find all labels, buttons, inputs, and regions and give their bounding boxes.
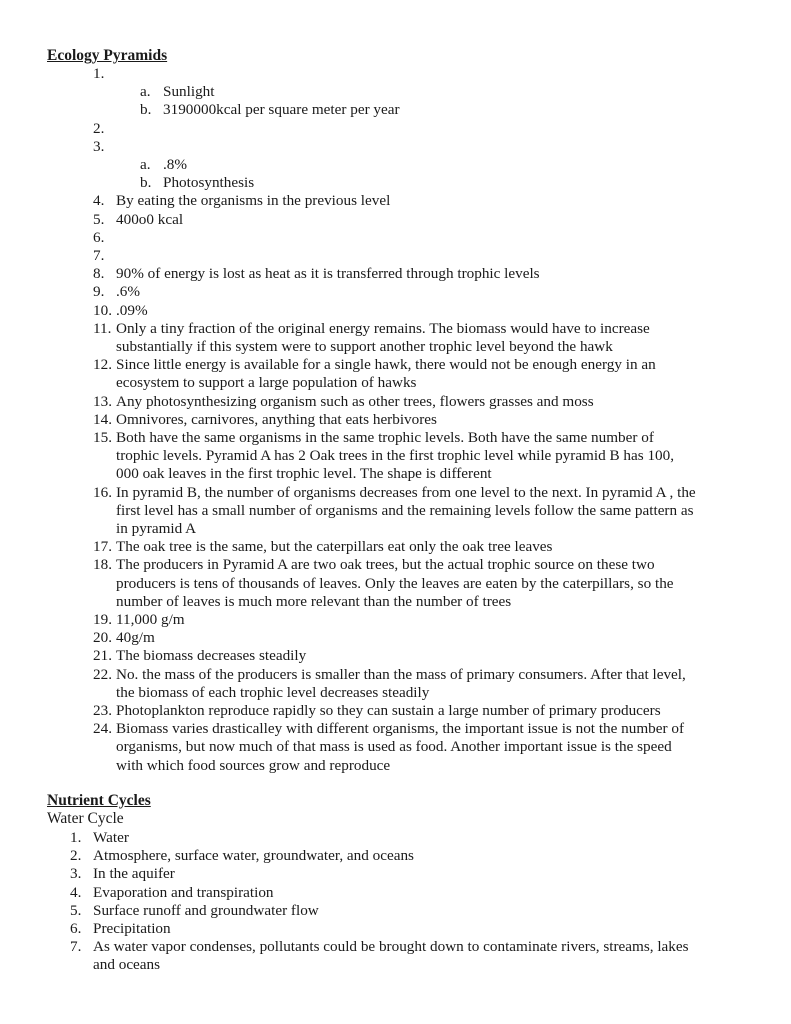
item-text xyxy=(93,847,414,865)
item-text-line: Since little energy is available for a single hawk, there would not be enough energy in an xyxy=(116,356,656,374)
item-text-line: ecosystem to support a large population of hawks xyxy=(116,374,417,392)
item-text-line: Photoplankton reproduce rapidly so they can sustain a large number of primary producers xyxy=(116,702,661,719)
item-text-line: 000 oak leaves in the first trophic level. The shape is different xyxy=(116,465,492,483)
item-text-line: Precipitation xyxy=(93,920,171,937)
item-text xyxy=(116,283,140,301)
item-text xyxy=(116,302,148,320)
nutrient-cycles-heading: Nutrient Cycles xyxy=(47,792,151,809)
item-number: 8. xyxy=(93,265,105,283)
item-number: 2. xyxy=(70,847,82,865)
item-text-line: 90% of energy is lost as heat as it is transferred through trophic levels xyxy=(116,265,540,283)
item-text xyxy=(116,538,552,556)
item-text-line: The oak tree is the same, but the caterpillars eat only the oak tree leaves xyxy=(116,538,553,556)
item-text-line: number of leaves is much more relevant than the number of trees xyxy=(116,592,512,610)
item-text-line: Evaporation and transpiration xyxy=(93,883,274,901)
item-number: 2. xyxy=(93,119,105,137)
item-text-line: first level has a small number of organisms and the remaining levels follow the same pattern as xyxy=(116,501,694,519)
item-text xyxy=(116,720,684,775)
item-text xyxy=(116,265,540,283)
item-number: 24. xyxy=(93,720,112,738)
item-number: 6. xyxy=(93,228,105,246)
item-text xyxy=(116,429,674,484)
item-text-line: organisms, but now much of that mass is used as food. Another important issue is the speed xyxy=(116,738,672,756)
item-text-line: No. the mass of the producers is smaller than the mass of primary consumers. After that level, xyxy=(116,665,686,683)
item-text xyxy=(116,556,674,611)
item-text-line: 400o0 kcal xyxy=(116,210,184,228)
item-text xyxy=(163,101,400,119)
item-text xyxy=(93,938,689,974)
item-number: 6. xyxy=(70,920,82,937)
item-text xyxy=(163,174,254,192)
item-text xyxy=(116,666,686,702)
item-text xyxy=(116,702,661,720)
item-text-line: As water vapor condenses, pollutants could be brought down to contaminate rivers, streams, lakes xyxy=(93,938,689,956)
item-text-line: In pyramid B, the number of organisms decreases from one level to the next. In pyramid A , the xyxy=(116,483,696,501)
item-number: 13. xyxy=(93,392,112,410)
item-text xyxy=(163,156,187,174)
item-text-line: Omnivores, carnivores, anything that eats herbivores xyxy=(116,410,437,428)
item-number: 3. xyxy=(93,137,105,155)
item-number: 14. xyxy=(93,410,112,428)
item-text xyxy=(116,211,183,229)
item-number: 9. xyxy=(93,283,105,301)
item-text-line: 3190000kcal per square meter per year xyxy=(163,101,400,119)
item-number: a. xyxy=(140,83,151,101)
item-text xyxy=(93,865,175,883)
item-text xyxy=(93,884,274,902)
item-number: b. xyxy=(140,174,152,192)
item-text xyxy=(116,484,696,539)
item-text-line: Biomass varies drasticalley with different organisms, the important issue is not the number of xyxy=(116,720,685,738)
item-text xyxy=(93,920,171,938)
item-number: 18. xyxy=(93,556,112,574)
water-cycle-subheading: Water Cycle xyxy=(47,810,124,827)
item-text-line: producers is tens of thousands of leaves. Only the leaves are eaten by the caterpillars, so the xyxy=(116,574,674,592)
item-number: 4. xyxy=(93,192,105,210)
item-text xyxy=(163,83,214,101)
item-text-line: Sunlight xyxy=(163,83,215,101)
item-number: 1. xyxy=(70,829,82,846)
item-number: 20. xyxy=(93,629,112,647)
ecology-pyramids-heading: Ecology Pyramids xyxy=(47,47,168,64)
item-number: 3. xyxy=(70,865,82,883)
item-number: 7. xyxy=(70,938,82,956)
item-text xyxy=(116,629,155,647)
item-text xyxy=(116,611,185,629)
item-text-line: .6% xyxy=(116,283,141,301)
item-text-line: and oceans xyxy=(93,956,161,974)
item-number: 4. xyxy=(70,883,82,901)
item-number: 22. xyxy=(93,665,112,683)
item-text xyxy=(116,647,306,665)
item-text xyxy=(116,393,594,411)
item-text-line: substantially if this system were to support another trophic level beyond the hawk xyxy=(116,338,613,355)
item-text-line: in pyramid A xyxy=(116,520,197,537)
item-text xyxy=(93,829,129,847)
item-text-line: Any photosynthesizing organism such as other trees, flowers grasses and moss xyxy=(116,392,594,410)
item-text-line: Water xyxy=(93,829,129,846)
item-number: a. xyxy=(140,156,151,173)
item-number: 10. xyxy=(93,301,112,319)
item-text-line: Surface runoff and groundwater flow xyxy=(93,901,319,919)
item-text-line: with which food sources grow and reproduce xyxy=(116,756,391,774)
item-number: 23. xyxy=(93,702,112,719)
item-text-line: Both have the same organisms in the same trophic levels. Both have the same number of xyxy=(116,429,654,446)
item-number: 12. xyxy=(93,356,112,374)
item-text-line: .09% xyxy=(116,301,148,319)
item-number: 15. xyxy=(93,429,112,446)
item-text-line: By eating the organisms in the previous level xyxy=(116,192,391,210)
item-text xyxy=(93,902,319,920)
item-number: 1. xyxy=(93,65,105,82)
item-number: 5. xyxy=(93,210,105,228)
item-number: 19. xyxy=(93,611,112,628)
item-text-line: Photosynthesis xyxy=(163,174,255,192)
item-text xyxy=(116,320,650,356)
item-text-line: The biomass decreases steadily xyxy=(116,647,307,665)
item-number: 16. xyxy=(93,483,112,501)
item-text xyxy=(116,411,437,429)
item-number: 17. xyxy=(93,538,112,556)
item-text-line: Atmosphere, surface water, groundwater, and oceans xyxy=(93,847,414,865)
item-text-line: .8% xyxy=(163,156,188,173)
item-number: b. xyxy=(140,101,152,119)
item-text-line: the biomass of each trophic level decreases steadily xyxy=(116,683,430,701)
item-text-line: In the aquifer xyxy=(93,865,175,883)
item-text-line: 40g/m xyxy=(116,629,155,647)
item-text-line: The producers in Pyramid A are two oak trees, but the actual trophic source on these two xyxy=(116,556,655,574)
item-text-line: trophic levels. Pyramid A has 2 Oak trees in the first trophic level while pyramid B has 100, xyxy=(116,447,675,465)
item-number: 11. xyxy=(93,319,112,337)
item-text xyxy=(116,192,390,210)
item-text-line: 11,000 g/m xyxy=(116,611,185,628)
item-text xyxy=(116,356,656,392)
item-number: 5. xyxy=(70,901,82,919)
item-number: 21. xyxy=(93,647,112,665)
item-text-line: Only a tiny fraction of the original energy remains. The biomass would have to increase xyxy=(116,319,650,337)
item-number: 7. xyxy=(93,247,105,264)
